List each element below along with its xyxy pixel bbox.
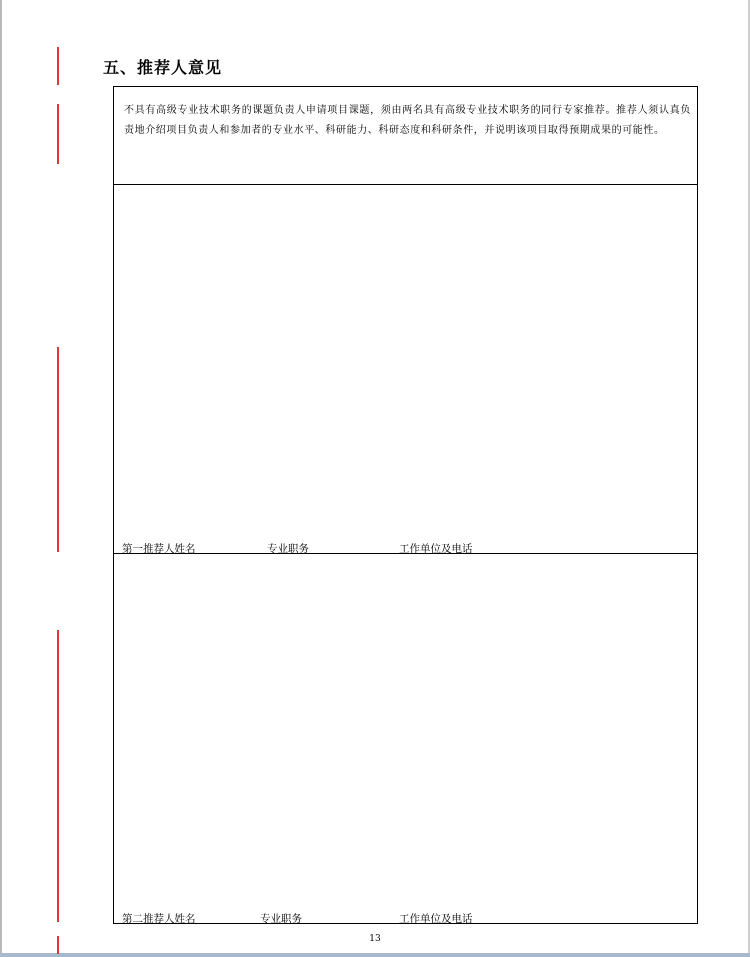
recommender-2-unit-label: 工作单位及电话	[399, 913, 473, 925]
window-bottom-strip	[0, 953, 750, 957]
recommender-1-box[interactable]	[114, 185, 697, 554]
margin-mark	[57, 104, 59, 164]
recommender-2-name-label: 第二推荐人姓名	[122, 913, 196, 925]
recommender-1-name-label: 第一推荐人姓名	[122, 543, 196, 555]
margin-mark	[57, 47, 59, 85]
recommendation-form	[113, 86, 698, 924]
instructions-text: 不具有高级专业技术职务的课题负责人申请项目课题，须由两名具有高级专业技术职务的同行专家推荐。推荐人须认真负责地介绍项目负责人和参加者的专业水平、科研能力、科研态度和科研条件，并说明该项目取得预期成果的可能性。	[114, 87, 697, 185]
page-edge-left	[0, 0, 2, 957]
recommender-2-title-label: 专业职务	[260, 913, 302, 925]
recommender-1-unit-label: 工作单位及电话	[399, 543, 473, 555]
section-title: 五、推荐人意见	[103, 58, 223, 77]
margin-mark	[57, 630, 59, 922]
margin-mark	[57, 347, 59, 552]
page-number: 13	[369, 934, 381, 944]
recommender-2-box[interactable]	[114, 554, 697, 923]
recommender-1-title-label: 专业职务	[267, 543, 309, 555]
